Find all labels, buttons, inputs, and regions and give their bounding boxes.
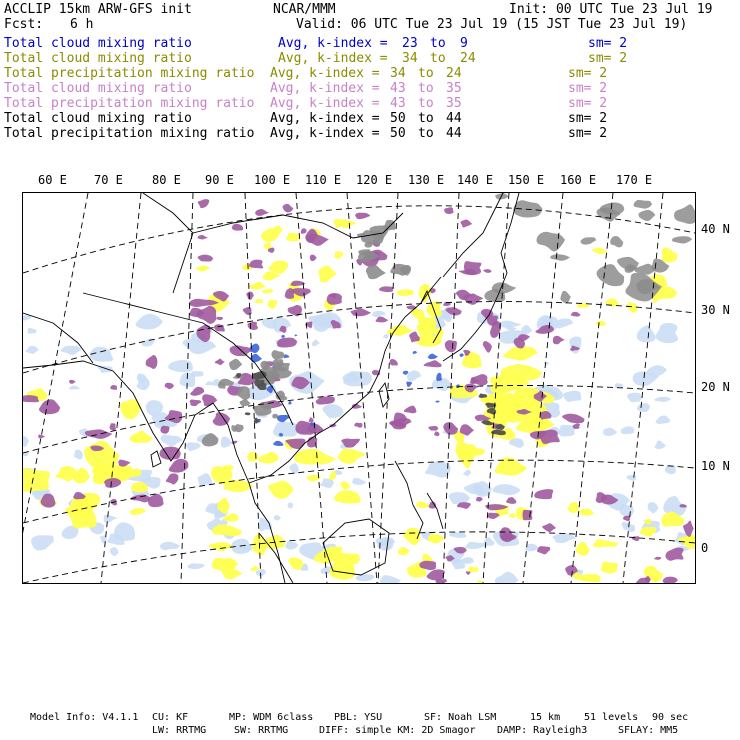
- cloud-patch-light-blue: [135, 314, 163, 330]
- cloud-patch-purple: [463, 293, 483, 304]
- cloud-patch-purple: [542, 523, 556, 532]
- field-shading: [23, 193, 695, 583]
- cloud-patch-purple: [390, 359, 398, 366]
- legend-row-7-k2: 44: [446, 126, 462, 141]
- legend-row-5-sm: sm= 2: [568, 96, 608, 111]
- cloud-patch-purple: [409, 331, 420, 342]
- cloud-patch-blue: [403, 371, 409, 375]
- legend-row-5-to: to: [418, 96, 434, 111]
- cloud-patch-purple: [306, 234, 329, 246]
- cloud-patch-purple: [85, 429, 113, 439]
- legend-row-3-avg: Avg, k-index =: [270, 66, 380, 81]
- cloud-patch-purple: [424, 360, 442, 367]
- cloud-patch-purple: [404, 406, 417, 414]
- cloud-patch-yellow: [130, 508, 146, 515]
- lon-label-4: 90 E: [205, 173, 234, 187]
- cloud-patch-purple: [562, 414, 584, 424]
- cloud-patch-light-blue: [221, 436, 232, 447]
- fcst-label: Fcst:: [4, 17, 44, 32]
- sflay-scheme: SFLAY: MM5: [618, 725, 679, 736]
- fcst-value: 6 h: [70, 17, 94, 32]
- cloud-patch-purple: [483, 341, 492, 353]
- cloud-patch-yellow: [601, 561, 619, 573]
- cloud-patch-yellow: [307, 475, 321, 482]
- cloud-patch-purple: [665, 548, 683, 561]
- cloud-patch-yellow: [267, 300, 277, 309]
- cloud-patch-light-blue: [356, 574, 375, 581]
- cloud-patch-yellow: [23, 468, 50, 492]
- lon-label-5: 100 E: [254, 173, 291, 187]
- cloud-patch-purple: [165, 383, 174, 389]
- cloud-patch-dark-gray: [478, 393, 487, 397]
- cloud-patch-purple: [355, 213, 370, 220]
- cloud-patch-blue: [436, 373, 442, 381]
- cloud-patch-light-blue: [655, 441, 666, 450]
- cloud-patch-blue: [406, 382, 412, 387]
- cloud-patch-gray: [672, 236, 692, 243]
- cloud-patch-light-blue: [646, 365, 667, 376]
- cloud-patch-blue: [273, 441, 283, 446]
- cloud-patch-yellow: [262, 289, 273, 294]
- cloud-patch-purple: [148, 494, 164, 507]
- cloud-patch-purple: [376, 317, 389, 323]
- cloud-patch-yellow: [212, 524, 242, 536]
- cloud-patch-purple: [216, 317, 223, 320]
- init-time: Init: 00 UTC Tue 23 Jul 19: [509, 2, 713, 17]
- cloud-patch-light-blue: [160, 435, 182, 447]
- cloud-patch-gray: [536, 232, 565, 252]
- lw-scheme: LW: RRTMG: [152, 725, 207, 736]
- cloud-patch-light-blue: [665, 465, 676, 474]
- cloud-patch-yellow: [509, 513, 517, 518]
- cu-scheme: CU: KF: [152, 712, 189, 723]
- cloud-patch-yellow: [254, 299, 263, 303]
- cloud-patch-dark-gray: [254, 379, 264, 386]
- cloud-patch-yellow: [222, 569, 242, 579]
- lat-label-5: 0: [701, 541, 709, 555]
- legend-row-1-k1: 23: [402, 36, 418, 51]
- cloud-patch-light-blue: [495, 572, 518, 583]
- cloud-patch-blue: [428, 354, 438, 359]
- cloud-patch-light-blue: [525, 544, 538, 552]
- cloud-patch-light-blue: [621, 426, 635, 434]
- cloud-patch-gray: [634, 200, 652, 209]
- legend-row-7-to: to: [418, 126, 434, 141]
- cloud-patch-purple: [198, 235, 209, 239]
- cloud-patch-light-blue: [655, 323, 678, 343]
- legend-row-7-sm: sm= 2: [568, 126, 608, 141]
- cloud-patch-purple: [327, 293, 342, 305]
- cloud-patch-yellow: [398, 547, 410, 555]
- cloud-patch-light-blue: [274, 515, 281, 520]
- diff-scheme: DIFF: simple KM: 2D Smagor: [319, 725, 476, 736]
- cloud-patch-light-blue: [648, 502, 659, 513]
- cloud-patch-light-blue: [186, 442, 201, 451]
- cloud-patch-purple: [553, 336, 565, 344]
- lon-label-3: 80 E: [152, 173, 181, 187]
- cloud-patch-yellow: [397, 289, 414, 296]
- valid-time: Valid: 06 UTC Tue 23 Jul 19 (15 JST Tue 23 Jul 19): [296, 17, 688, 32]
- cloud-patch-purple: [310, 255, 317, 262]
- cloud-patch-yellow: [288, 557, 303, 570]
- cloud-patch-yellow: [576, 542, 589, 556]
- cloud-patch-yellow: [329, 471, 336, 480]
- cloud-patch-light-blue: [289, 463, 299, 474]
- cloud-patch-light-blue: [372, 311, 386, 317]
- legend-row-1-to: to: [430, 36, 446, 51]
- cloud-patch-yellow: [247, 452, 259, 462]
- cloud-patch-light-blue: [552, 533, 576, 543]
- cloud-patch-purple: [109, 423, 115, 430]
- cloud-patch-light-blue: [285, 541, 298, 550]
- cloud-patch-light-blue: [654, 397, 671, 402]
- cloud-patch-light-blue: [425, 461, 451, 477]
- lon-label-8: 130 E: [408, 173, 445, 187]
- cloud-patch-light-blue: [205, 381, 212, 385]
- cloud-patch-light-blue: [168, 360, 193, 372]
- cloud-patch-light-blue: [74, 450, 83, 460]
- cloud-patch-purple: [110, 385, 117, 390]
- institution-label: NCAR/MMM: [273, 2, 336, 17]
- cloud-patch-light-blue: [637, 325, 656, 342]
- cloud-patch-yellow: [318, 266, 337, 283]
- cloud-patch-yellow: [340, 482, 350, 490]
- cloud-patch-light-blue: [27, 328, 37, 334]
- cloud-patch-blue: [288, 401, 291, 405]
- cloud-patch-gray: [271, 350, 284, 359]
- cloud-patch-yellow: [196, 266, 210, 272]
- cloud-patch-purple: [255, 209, 269, 216]
- lon-label-10: 150 E: [508, 173, 545, 187]
- cloud-patch-purple: [571, 312, 581, 317]
- lon-label-12: 170 E: [616, 173, 653, 187]
- cloud-patch-purple: [428, 426, 438, 431]
- cloud-patch-blue: [281, 335, 285, 338]
- cloud-patch-yellow: [258, 452, 278, 464]
- cloud-patch-light-blue: [569, 336, 581, 353]
- cloud-patch-yellow: [130, 431, 153, 443]
- cloud-patch-blue: [436, 401, 440, 403]
- cloud-patch-yellow: [428, 534, 445, 544]
- legend-row-4-field: Total cloud mixing ratio: [4, 81, 192, 96]
- cloud-patch-purple: [215, 359, 225, 366]
- cloud-patch-purple: [146, 355, 158, 369]
- cloud-patch-light-blue: [69, 386, 80, 390]
- cloud-patch-light-blue: [110, 547, 119, 556]
- cloud-patch-light-blue: [498, 321, 521, 328]
- map-canvas: [23, 193, 695, 583]
- cloud-patch-light-blue: [383, 334, 389, 339]
- cloud-patch-blue: [413, 351, 418, 354]
- legend-row-4-avg: Avg, k-index =: [270, 81, 380, 96]
- cloud-patch-light-blue: [23, 436, 29, 447]
- coastline: [23, 313, 93, 363]
- legend-row-5-avg: Avg, k-index =: [270, 96, 380, 111]
- cloud-patch-yellow: [273, 225, 284, 234]
- legend-row-1-field: Total cloud mixing ratio: [4, 36, 192, 51]
- cloud-patch-yellow: [596, 320, 607, 325]
- map-panel: [22, 192, 696, 584]
- lon-label-6: 110 E: [305, 173, 342, 187]
- lon-label-7: 120 E: [356, 173, 393, 187]
- coastline: [395, 461, 423, 539]
- cloud-patch-yellow: [627, 302, 637, 313]
- plot-title: ACCLIP 15km ARW-GFS init: [4, 2, 192, 17]
- cloud-patch-purple: [39, 399, 60, 414]
- cloud-patch-purple: [166, 473, 179, 484]
- cloud-patch-purple: [534, 489, 553, 499]
- cloud-patch-gray: [235, 424, 244, 432]
- cloud-patch-light-blue: [380, 575, 401, 583]
- coastline: [143, 193, 193, 293]
- timestep: 90 sec: [652, 712, 689, 723]
- legend-row-7-avg: Avg, k-index =: [270, 126, 380, 141]
- cloud-patch-purple: [654, 557, 661, 560]
- cloud-patch-gray: [361, 230, 384, 244]
- legend-row-3-k1: 34: [390, 66, 406, 81]
- cloud-patch-light-blue: [352, 478, 366, 485]
- cloud-patch-gray: [495, 193, 508, 199]
- cloud-patch-yellow: [294, 449, 337, 465]
- cloud-patch-purple: [190, 387, 204, 396]
- cloud-patch-yellow: [501, 364, 543, 381]
- cloud-patch-purple: [632, 536, 640, 541]
- legend-row-2-k1: 34: [402, 51, 418, 66]
- cloud-patch-yellow: [592, 248, 607, 254]
- cloud-patch-yellow: [212, 558, 236, 572]
- lon-label-9: 140 E: [457, 173, 494, 187]
- legend-row-2-avg: Avg, k-index =: [278, 51, 388, 66]
- cloud-patch-gray: [638, 210, 655, 221]
- cloud-patch-yellow: [335, 251, 344, 259]
- cloud-patch-yellow: [338, 448, 366, 463]
- cloud-patch-purple: [202, 394, 217, 406]
- cloud-patch-gray: [492, 282, 516, 293]
- legend-row-4-to: to: [418, 81, 434, 96]
- cloud-patch-light-blue: [160, 542, 180, 550]
- cloud-patch-blue: [460, 353, 465, 357]
- cloud-patch-blue: [277, 415, 291, 422]
- lat-label-4: 10 N: [701, 459, 730, 473]
- cloud-patch-yellow: [468, 567, 479, 573]
- cloud-patch-light-blue: [492, 484, 520, 495]
- legend-row-3-k2: 24: [446, 66, 462, 81]
- legend-row-6-k2: 44: [446, 111, 462, 126]
- legend-row-1-avg: Avg, k-index =: [278, 36, 388, 51]
- cloud-patch-yellow: [334, 490, 361, 503]
- cloud-patch-purple: [354, 423, 362, 428]
- legend-row-6-field: Total cloud mixing ratio: [4, 111, 192, 126]
- cloud-patch-light-blue: [31, 535, 54, 550]
- cloud-patch-gray: [383, 220, 395, 231]
- cloud-patch-light-blue: [603, 428, 618, 436]
- cloud-patch-purple: [476, 497, 483, 502]
- cloud-patch-purple: [679, 504, 687, 507]
- cloud-patch-light-blue: [463, 470, 471, 477]
- legend-row-5-field: Total precipitation mixing ratio: [4, 96, 255, 111]
- cloud-patch-light-blue: [187, 563, 204, 569]
- cloud-patch-light-blue: [198, 473, 213, 486]
- cloud-patch-purple: [196, 306, 216, 324]
- legend-row-2-field: Total cloud mixing ratio: [4, 51, 192, 66]
- cloud-patch-purple: [277, 338, 297, 348]
- model-info: Model Info: V4.1.1: [30, 712, 139, 723]
- legend-row-6-sm: sm= 2: [568, 111, 608, 126]
- cloud-patch-purple: [231, 441, 237, 444]
- pbl-scheme: PBL: YSU: [334, 712, 383, 723]
- cloud-patch-yellow: [579, 508, 594, 515]
- cloud-patch-purple: [316, 396, 335, 404]
- cloud-patch-purple: [573, 423, 580, 428]
- cloud-patch-light-blue: [104, 515, 118, 523]
- lon-label-1: 60 E: [38, 173, 67, 187]
- cloud-patch-yellow: [120, 399, 142, 419]
- cloud-patch-purple: [198, 199, 210, 208]
- cloud-patch-light-blue: [556, 318, 574, 328]
- cloud-patch-purple: [247, 322, 257, 330]
- cloud-patch-yellow: [469, 448, 485, 456]
- cloud-patch-light-blue: [288, 503, 294, 509]
- legend-row-7-field: Total precipitation mixing ratio: [4, 126, 255, 141]
- cloud-patch-yellow: [568, 502, 580, 513]
- cloud-patch-light-blue: [449, 532, 466, 538]
- cloud-patch-purple: [69, 380, 75, 384]
- legend-row-4-sm: sm= 2: [568, 81, 608, 96]
- lon-label-2: 70 E: [94, 173, 123, 187]
- cloud-patch-light-blue: [656, 415, 671, 424]
- cloud-patch-purple: [537, 546, 550, 554]
- cloud-patch-light-blue: [322, 404, 343, 418]
- lat-label-3: 20 N: [701, 380, 730, 394]
- cloud-patch-yellow: [286, 233, 300, 242]
- cloud-patch-light-blue: [61, 346, 82, 355]
- cloud-patch-purple: [487, 513, 499, 519]
- cloud-patch-light-blue: [273, 422, 299, 438]
- legend-row-4-k1: 43: [390, 81, 406, 96]
- cloud-patch-yellow: [476, 580, 482, 583]
- cloud-patch-light-blue: [90, 347, 114, 362]
- cloud-patch-gray: [597, 264, 625, 286]
- cloud-patch-gray: [580, 237, 596, 244]
- cloud-patch-light-blue: [114, 522, 135, 541]
- cloud-patch-purple: [466, 571, 471, 575]
- legend-row-3-to: to: [418, 66, 434, 81]
- cloud-patch-purple: [506, 497, 516, 504]
- legend-row-5-k2: 35: [446, 96, 462, 111]
- cloud-patch-purple: [483, 269, 491, 273]
- legend-row-5-k1: 43: [390, 96, 406, 111]
- cloud-patch-gray: [229, 359, 242, 370]
- cloud-patch-yellow: [249, 282, 266, 290]
- cloud-patch-purple: [38, 435, 45, 439]
- cloud-patch-purple: [523, 510, 533, 520]
- sf-scheme: SF: Noah LSM: [424, 712, 497, 723]
- legend-row-2-sm: sm= 2: [588, 51, 628, 66]
- cloud-patch-purple: [283, 204, 294, 212]
- legend-row-6-to: to: [418, 111, 434, 126]
- cloud-patch-purple: [663, 577, 678, 583]
- cloud-patch-purple: [285, 288, 295, 299]
- cloud-patch-purple: [460, 220, 472, 228]
- cloud-patch-purple: [214, 324, 225, 331]
- graticule-parallel: [23, 386, 695, 454]
- cloud-patch-purple: [434, 431, 439, 436]
- cloud-patch-purple: [379, 286, 394, 292]
- legend-row-6-avg: Avg, k-index =: [270, 111, 380, 126]
- cloud-patch-purple: [301, 228, 307, 233]
- cloud-patch-purple: [73, 492, 86, 499]
- cloud-patch-purple: [444, 207, 454, 214]
- cloud-patch-purple: [198, 255, 214, 262]
- cloud-patch-light-blue: [626, 475, 636, 481]
- cloud-patch-purple: [190, 400, 202, 407]
- cloud-patch-purple: [351, 309, 372, 317]
- cloud-patch-purple: [635, 578, 650, 583]
- coastline: [501, 193, 519, 253]
- cloud-patch-purple: [623, 516, 630, 521]
- levels: 51 levels: [584, 712, 639, 723]
- cloud-patch-purple: [160, 426, 169, 434]
- cloud-patch-blue: [295, 335, 298, 337]
- cloud-patch-purple: [246, 291, 254, 299]
- legend-row-1-sm: sm= 2: [588, 36, 628, 51]
- coastline: [427, 493, 443, 529]
- cloud-patch-light-blue: [509, 438, 524, 448]
- lat-label-1: 40 N: [701, 222, 730, 236]
- cloud-patch-yellow: [268, 481, 294, 499]
- cloud-patch-gray: [240, 399, 251, 406]
- cloud-patch-dark-gray: [245, 412, 251, 415]
- damp-scheme: DAMP: Rayleigh3: [497, 725, 588, 736]
- mp-scheme: MP: WDM 6class: [229, 712, 314, 723]
- legend-row-4-k2: 35: [446, 81, 462, 96]
- legend-row-2-k2: 24: [460, 51, 476, 66]
- cloud-patch-light-blue: [563, 391, 581, 402]
- cloud-patch-gray: [610, 236, 623, 247]
- legend-row-7-k1: 50: [390, 126, 406, 141]
- sw-scheme: SW: RRTMG: [234, 725, 289, 736]
- cloud-patch-purple: [249, 260, 263, 269]
- legend-row-6-k1: 50: [390, 111, 406, 126]
- cloud-patch-light-blue: [259, 518, 272, 531]
- cloud-patch-gray: [550, 254, 570, 260]
- legend-row-1-k2: 9: [460, 36, 468, 51]
- legend-row-3-field: Total precipitation mixing ratio: [4, 66, 255, 81]
- cloud-patch-gray: [366, 265, 386, 279]
- cloud-patch-light-blue: [449, 492, 470, 504]
- cloud-patch-light-blue: [312, 339, 320, 346]
- cloud-patch-light-blue: [26, 346, 39, 354]
- cloud-patch-purple: [445, 340, 457, 352]
- cloud-patch-purple: [427, 569, 445, 580]
- cloud-patch-purple: [232, 224, 243, 231]
- resolution: 15 km: [530, 712, 561, 723]
- cloud-patch-yellow: [419, 284, 432, 303]
- legend-row-3-sm: sm= 2: [568, 66, 608, 81]
- cloud-patch-yellow: [416, 501, 430, 508]
- cloud-patch-light-blue: [627, 393, 642, 403]
- cloud-patch-light-blue: [407, 370, 421, 381]
- lat-label-2: 30 N: [701, 303, 730, 317]
- cloud-patch-purple: [406, 305, 416, 309]
- cloud-patch-gray: [674, 204, 695, 224]
- lon-label-11: 160 E: [560, 173, 597, 187]
- legend-row-2-to: to: [430, 51, 446, 66]
- cloud-patch-yellow: [593, 539, 619, 547]
- cloud-patch-light-blue: [637, 403, 650, 412]
- cloud-patch-gray: [560, 291, 570, 304]
